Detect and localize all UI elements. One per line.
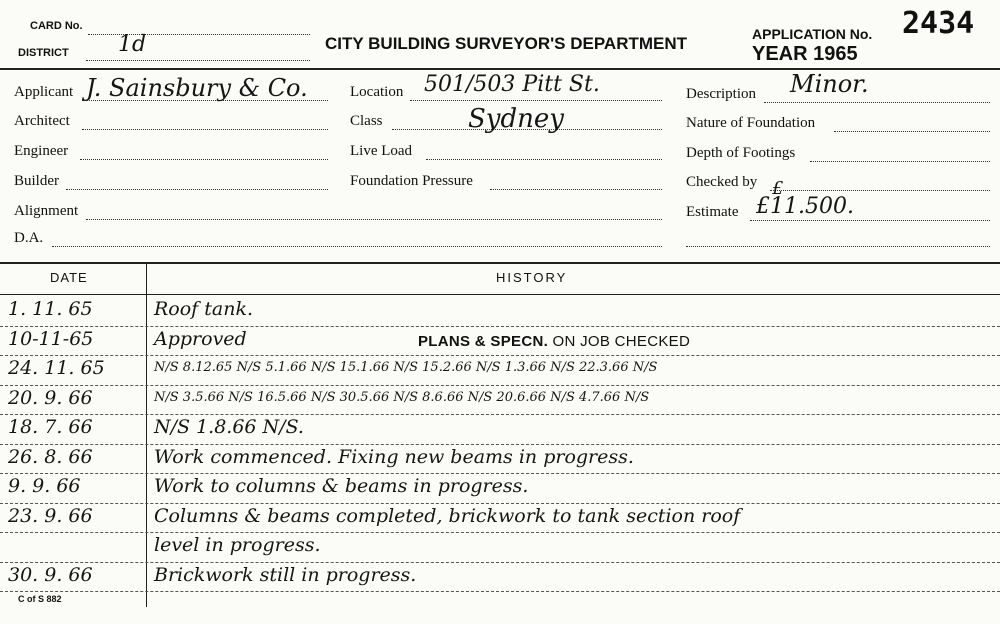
district-value: 1d: [118, 32, 147, 57]
da-label: D.A.: [14, 230, 44, 246]
history-date: 18. 7. 66: [8, 416, 93, 438]
depth-of-footings-label: Depth of Footings: [686, 145, 796, 161]
checked-by-value: £: [772, 178, 784, 199]
history-date: 30. 9. 66: [8, 563, 93, 586]
history-entry: N/S 1.8.66 N/S.: [154, 416, 304, 438]
location-value: 501/503 Pitt St.: [424, 72, 600, 97]
history-entry: N/S 8.12.65 N/S 5.1.66 N/S 15.1.66 N/S 15.2.66 N/S 1.3.66 N/S 22.3.66 N/S: [154, 360, 658, 375]
history-row-rule: [0, 532, 1000, 533]
builder-label: Builder: [14, 173, 59, 189]
estimate-label: Estimate: [686, 204, 739, 220]
history-date: 1. 11. 65: [8, 298, 93, 320]
checked-by-label: Checked by: [686, 174, 758, 190]
date-column-divider: [146, 262, 147, 607]
history-entry: Work to columns & beams in progress.: [154, 475, 529, 497]
history-entry: Columns & beams completed, brickwork to tank section roof: [154, 504, 741, 527]
history-date: 23. 9. 66: [8, 504, 93, 527]
district-label: DISTRICT: [18, 47, 69, 59]
history-date: 10-11-65: [8, 327, 94, 350]
history-date: 24. 11. 65: [8, 357, 105, 379]
nature-of-foundation-label: Nature of Foundation: [686, 115, 816, 131]
date-header: DATE: [50, 270, 88, 285]
history-date: 9. 9. 66: [8, 475, 81, 497]
plans-checked-stamp: [418, 333, 690, 350]
history-row-rule: [0, 473, 1000, 474]
history-header-border: [0, 294, 1000, 295]
estimate-value: £11.500.: [756, 194, 854, 219]
year-label: YEAR 1965: [752, 43, 858, 65]
history-entry: Approved: [154, 327, 247, 350]
district-line: [86, 60, 310, 61]
history-header: HISTORY: [496, 270, 568, 285]
history-date: 20. 9. 66: [8, 386, 93, 409]
stamp-suffix: ON JOB CHECKED: [552, 333, 691, 350]
stamp-prefix: PLANS & SPECN.: [418, 333, 549, 350]
application-number: 2434: [902, 6, 975, 41]
history-entry: Work commenced. Fixing new beams in progress.: [154, 445, 634, 468]
history-row-rule: [0, 414, 1000, 415]
foundation-pressure-label: Foundation Pressure: [350, 173, 473, 189]
history-date: 26. 8. 66: [8, 445, 93, 468]
history-row-rule: [0, 355, 1000, 356]
history-entry: Brickwork still in progress.: [154, 563, 417, 586]
live-load-label: Live Load: [350, 143, 413, 159]
history-row-rule: [0, 326, 1000, 327]
alignment-label: Alignment: [14, 203, 79, 219]
history-row-rule: [0, 503, 1000, 504]
applicant-value: J. Sainsbury & Co.: [86, 74, 308, 102]
history-entry: N/S 3.5.66 N/S 16.5.66 N/S 30.5.66 N/S 8.6.66 N/S 20.6.66 N/S 4.7.66 N/S: [154, 389, 650, 405]
history-row-rule: [0, 562, 1000, 563]
history-row-rule: [0, 444, 1000, 445]
applicant-label: Applicant: [14, 84, 74, 100]
application-no-label: APPLICATION No.: [752, 26, 873, 42]
history-row-rule: [0, 385, 1000, 386]
form-code: C of S 882: [18, 594, 62, 604]
card-no-label: CARD No.: [30, 20, 83, 32]
architect-label: Architect: [14, 113, 70, 129]
history-top-border: [0, 262, 1000, 264]
class-value: Sydney: [468, 104, 564, 134]
location-label: Location: [350, 84, 404, 100]
department-title: CITY BUILDING SURVEYOR'S DEPARTMENT: [325, 34, 688, 53]
description-value: Minor.: [790, 70, 869, 98]
history-entry: Roof tank.: [154, 298, 254, 320]
class-label: Class: [350, 113, 383, 129]
engineer-label: Engineer: [14, 143, 69, 159]
description-label: Description: [686, 86, 756, 102]
history-row-rule: [0, 591, 1000, 592]
history-entry: level in progress.: [154, 534, 321, 556]
